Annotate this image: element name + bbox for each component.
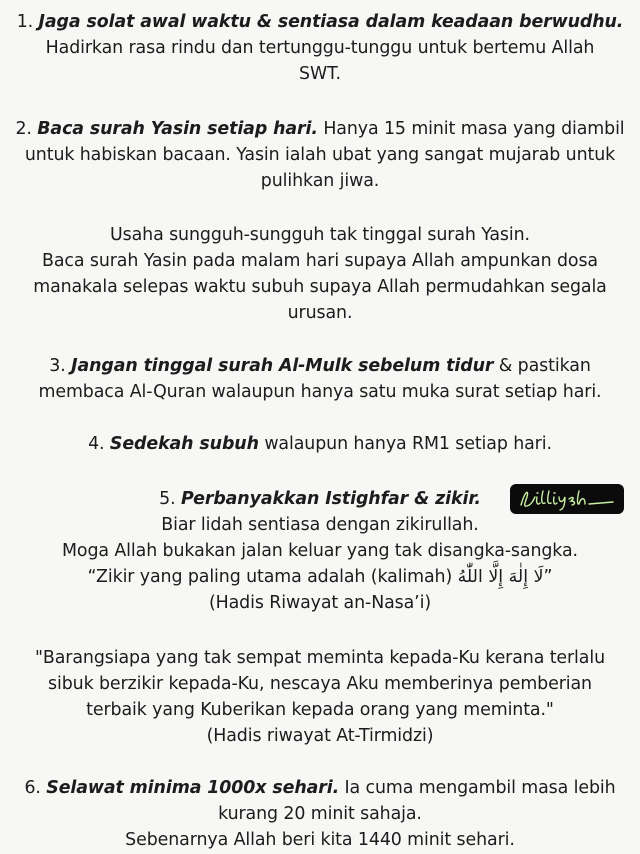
quote-line-4: (Hadis riwayat At-Tirmidzi) bbox=[206, 726, 434, 746]
quote-line-1: "Barangsiapa yang tak sempat meminta kepada-Ku kerana terlalu bbox=[35, 648, 605, 668]
item-6-number: 6. bbox=[24, 778, 41, 798]
item-6-rest: Ia cuma mengambil masa lebih bbox=[344, 778, 616, 798]
signature-icon bbox=[515, 487, 619, 511]
item-5-title: Perbanyakkan Istighfar & zikir. bbox=[180, 489, 481, 509]
item-2-paragraph-line-4: urusan. bbox=[287, 303, 353, 323]
item-1-line-3: SWT. bbox=[299, 64, 341, 84]
item-5-line-4: “Zikir yang paling utama adalah (kalimah) لَا إِلٰهَ إِلَّا اللّٰهُ” bbox=[87, 567, 553, 587]
item-3-number: 3. bbox=[49, 356, 66, 376]
item-2-rest: Hanya 15 minit masa yang diambil bbox=[323, 119, 625, 139]
item-6-line-3: Sebenarnya Allah beri kita 1440 minit sehari. bbox=[125, 830, 515, 850]
quote-line-2: sibuk berzikir kepada-Ku, nescaya Aku memberinya pemberian bbox=[48, 674, 592, 694]
item-1-title: Jaga solat awal waktu & sentiasa dalam keadaan berwudhu. bbox=[38, 12, 624, 32]
item-2-line-2: untuk habiskan bacaan. Yasin ialah ubat yang sangat mujarab untuk bbox=[24, 145, 616, 165]
item-1-line-2: Hadirkan rasa rindu dan tertunggu-tunggu untuk bertemu Allah bbox=[45, 38, 595, 58]
item-2-heading bbox=[0, 116, 640, 142]
signature-watermark bbox=[510, 484, 624, 514]
item-5-line-2: Biar lidah sentiasa dengan zikirullah. bbox=[161, 515, 479, 535]
item-2-paragraph-line-3: manakala selepas waktu subuh supaya Allah permudahkan segala bbox=[33, 277, 607, 297]
item-6-line-2: kurang 20 minit sahaja. bbox=[218, 804, 422, 824]
item-2-title: Baca surah Yasin setiap hari. bbox=[37, 119, 318, 139]
item-4-title: Sedekah subuh bbox=[109, 434, 259, 454]
item-5-line-5: (Hadis Riwayat an-Nasa’i) bbox=[208, 593, 432, 613]
item-6-heading bbox=[0, 775, 640, 801]
item-3-heading bbox=[0, 353, 640, 379]
item-2-paragraph-line-2: Baca surah Yasin pada malam hari supaya Allah ampunkan dosa bbox=[42, 251, 598, 271]
item-5-line-3: Moga Allah bukakan jalan keluar yang tak disangka-sangka. bbox=[62, 541, 578, 561]
item-6-title: Selawat minima 1000x sehari. bbox=[46, 778, 340, 798]
item-3-rest: & pastikan bbox=[498, 356, 591, 376]
item-2-line-3: pulihkan jiwa. bbox=[260, 171, 380, 191]
item-4-heading bbox=[0, 431, 640, 457]
item-3-line-2: membaca Al-Quran walaupun hanya satu muka surat setiap hari. bbox=[38, 382, 602, 402]
quote-line-3: terbaik yang Kuberikan kepada orang yang meminta." bbox=[86, 700, 554, 720]
item-1-number: 1. bbox=[16, 12, 34, 32]
item-3-title: Jangan tinggal surah Al-Mulk sebelum tidur bbox=[71, 356, 494, 376]
item-2-paragraph-line-1: Usaha sungguh-sungguh tak tinggal surah Yasin. bbox=[110, 225, 530, 245]
item-4-rest: walaupun hanya RM1 setiap hari. bbox=[264, 434, 552, 454]
item-4-number: 4. bbox=[88, 434, 105, 454]
item-5-number: 5. bbox=[159, 489, 176, 509]
item-2-number: 2. bbox=[15, 119, 32, 139]
item-1-heading bbox=[0, 9, 640, 35]
